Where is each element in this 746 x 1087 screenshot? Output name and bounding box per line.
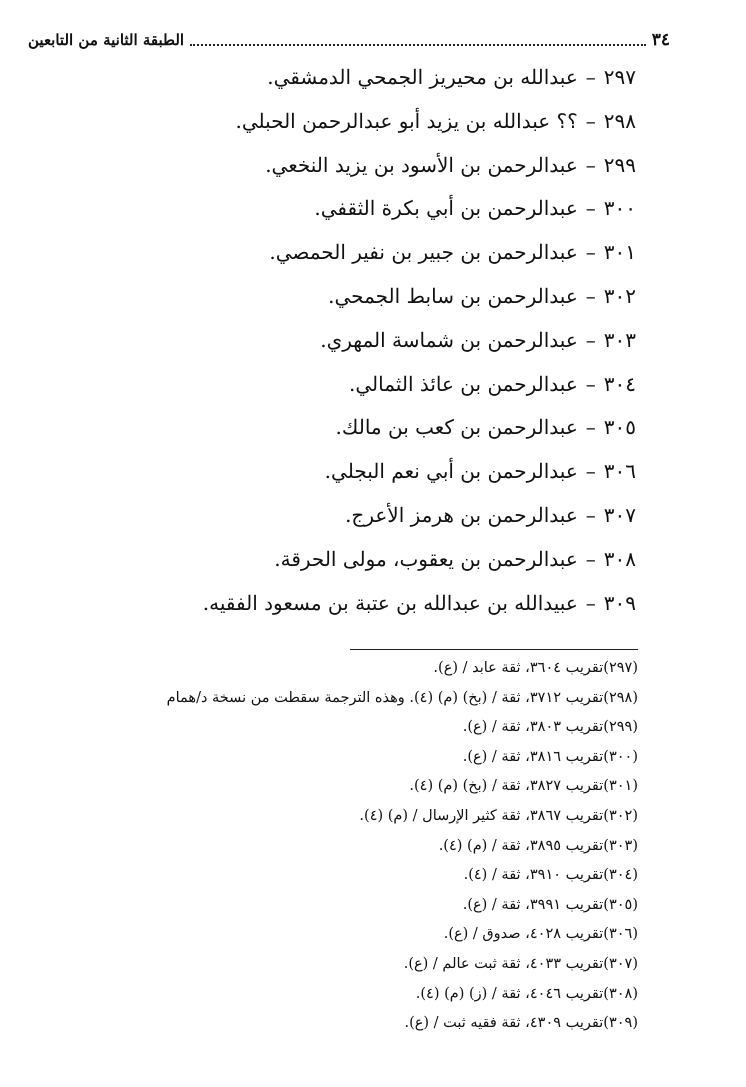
dash: – [585,283,596,308]
entry-number: ٣٠٠ [603,196,636,221]
entry-number: ٣٠٨ [603,546,636,571]
list-item [76,450,636,494]
list-item [76,582,636,626]
entry-text: عبدالرحمن بن شماسة المهري. [320,327,578,352]
entry-number: ٢٩٩ [603,152,636,177]
list-item [76,100,636,144]
footnote: (٣٠٩)تقريب ٤٣٠٩، ثقة فقيه ثبت / (ع). [404,1015,638,1032]
list-item [76,187,636,231]
entry-text: عبدالرحمن بن أبي بكرة الثقفي. [314,196,578,221]
entry-text: عبدالرحمن بن كعب بن مالك. [335,415,578,440]
dash: – [585,152,596,177]
dash: – [585,65,596,89]
entry-number: ٢٩٧ [603,65,636,89]
entry-text: عبدالرحمن بن عائذ الثمالي. [349,371,578,396]
entry-text: عبيدالله بن عبدالله بن عتبة بن مسعود الفقيه. [202,590,578,615]
dash: – [585,590,596,615]
dash: – [585,459,596,484]
footnote: (٣٠٨)تقريب ٤٠٤٦، ثقة / (ز) (م) (٤). [415,985,638,1002]
footnote: (٣٠٧)تقريب ٤٠٣٣، ثقة ثبت عالم / (ع). [403,955,638,972]
entry-text: عبدالله بن محيريز الجمحي الدمشقي. [267,65,578,89]
entry-number: ٣٠٥ [603,415,636,440]
footnote: (٢٩٧)تقريب ٣٦٠٤، ثقة عابد / (ع). [433,660,638,676]
entry-number: ٣٠٦ [603,459,636,484]
entry-number: ٣٠١ [603,240,636,265]
footnote: (٣٠٥)تقريب ٣٩٩١، ثقة / (ع). [462,896,638,913]
list-item [76,538,636,582]
entry-number: ٢٩٨ [603,108,636,133]
list-item [76,231,636,275]
list-item [76,363,636,407]
entry-text: عبدالرحمن بن سابط الجمحي. [328,283,578,308]
list-item [76,144,636,188]
footnote: (٢٩٩)تقريب ٣٨٠٣، ثقة / (ع). [462,719,638,736]
entry-number: ٣٠٩ [603,590,636,615]
footnote: (٣٠٠)تقريب ٣٨١٦، ثقة / (ع). [462,748,638,765]
entry-text: عبدالرحمن بن هرمز الأعرج. [345,502,578,527]
footnote: (٢٩٨)تقريب ٣٧١٢، ثقة / (بخ) (م) (٤). وهذه الترجمة سقطت من نسخة د/همام [166,689,638,706]
dash: – [585,502,596,527]
entry-number: ٣٠٤ [603,371,636,396]
dash: – [585,196,596,221]
page-header [28,26,670,54]
entry-number: ٣٠٣ [603,327,636,352]
dash: – [585,415,596,440]
running-title: الطبقة الثانية من التابعين [28,31,185,49]
dash: – [585,327,596,352]
entry-text: عبدالرحمن بن جبير بن نفير الحمصي. [269,240,578,265]
footnote-list [18,654,638,1039]
list-item [76,56,636,100]
entry-text: عبدالرحمن بن الأسود بن يزيد النخعي. [265,152,578,177]
footnote: (٣٠١)تقريب ٣٨٢٧، ثقة / (بخ) (م) (٤). [409,778,638,795]
footnote: (٣٠٤)تقريب ٣٩١٠، ثقة / (٤). [463,867,638,884]
entry-number: ٣٠٢ [603,283,636,308]
dotted-leader [190,34,646,46]
entry-text: ؟؟ عبدالله بن يزيد أبو عبدالرحمن الحبلي. [235,108,578,133]
footnote: (٣٠٢)تقريب ٣٨٦٧، ثقة كثير الإرسال / (م) (٤). [359,807,638,824]
list-item [76,494,636,538]
footnote: (٣٠٣)تقريب ٣٨٩٥، ثقة / (م) (٤). [438,837,638,854]
entry-text: عبدالرحمن بن يعقوب، مولى الحرقة. [274,546,578,571]
dash: – [585,546,596,571]
entry-number: ٣٠٧ [603,502,636,527]
list-item [76,275,636,319]
list-item [76,406,636,450]
dash: – [585,108,596,133]
page-number: ٣٤ [651,30,670,50]
list-item [76,319,636,363]
footnote: (٣٠٦)تقريب ٤٠٢٨، صدوق / (ع). [443,926,638,943]
dash: – [585,240,596,265]
entry-text: عبدالرحمن بن أبي نعم البجلي. [324,459,578,484]
footnote-divider [350,649,638,650]
entry-list [76,56,636,625]
dash: – [585,371,596,396]
